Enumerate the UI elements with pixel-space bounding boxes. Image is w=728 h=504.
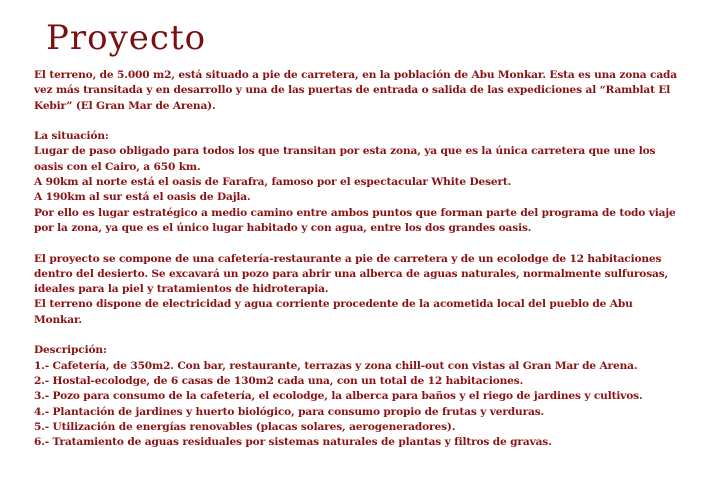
situacion-heading: La situación: xyxy=(34,130,109,143)
situacion-line: A 190km al sur está el oasis de Dajla. xyxy=(34,191,251,204)
descripcion-item: 6.- Tratamiento de aguas residuales por sistemas naturales de plantas y filtros de gravas. xyxy=(34,436,552,449)
paragraph-spacer xyxy=(34,328,684,343)
proyecto-line: El proyecto se compone de una cafetería-restaurante a pie de carretera y de un ecolodge de 12 habitaciones dentro del desierto. Se excavará un pozo para abrir una alberca de aguas naturales, normalmente sulfurosas, ideales para la piel y tratamientos de hidroterapia. xyxy=(34,252,669,296)
page-title: Proyecto xyxy=(46,18,207,58)
situacion-line: Lugar de paso obligado para todos los que transitan por esta zona, ya que es la única carretera que une los oasis con el Cairo, a 650 km. xyxy=(34,145,656,173)
descripcion-heading: Descripción: xyxy=(34,344,107,357)
proyecto-line: El terreno dispone de electricidad y agua corriente procedente de la acometida local del pueblo de Abu Monkar. xyxy=(34,298,633,326)
paragraph-spacer xyxy=(34,114,684,129)
descripcion-item: 5.- Utilización de energías renovables (placas solares, aerogeneradores). xyxy=(34,420,456,433)
intro-paragraph: El terreno, de 5.000 m2, está situado a pie de carretera, en la población de Abu Monkar. Esta es una zona cada vez más transitada y en desarrollo y una de las puertas de entrada o salida de las expediciones al “Ramblat El Kebir” (El Gran Mar de Arena). xyxy=(34,69,678,112)
descripcion-item: 2.- Hostal-ecolodge, de 6 casas de 130m2 cada una, con un total de 12 habitaciones. xyxy=(34,374,524,387)
descripcion-item: 1.- Cafetería, de 350m2. Con bar, restaurante, terrazas y zona chill-out con vistas al Gran Mar de Arena. xyxy=(34,359,638,372)
descripcion-item: 3.- Pozo para consumo de la cafetería, el ecolodge, la alberca para baños y el riego de jardines y cultivos. xyxy=(34,390,643,403)
descripcion-item: 4.- Plantación de jardines y huerto biológico, para consumo propio de frutas y verduras. xyxy=(34,405,545,418)
paragraph-spacer xyxy=(34,236,684,251)
situacion-line: A 90km al norte está el oasis de Farafra, famoso por el espectacular White Desert. xyxy=(34,176,512,189)
situacion-line: Por ello es lugar estratégico a medio camino entre ambos puntos que forman parte del programa de todo viaje por la zona, ya que es el único lugar habitado y con agua, entre los dos grandes oasis. xyxy=(34,206,676,234)
document-body xyxy=(34,68,684,450)
